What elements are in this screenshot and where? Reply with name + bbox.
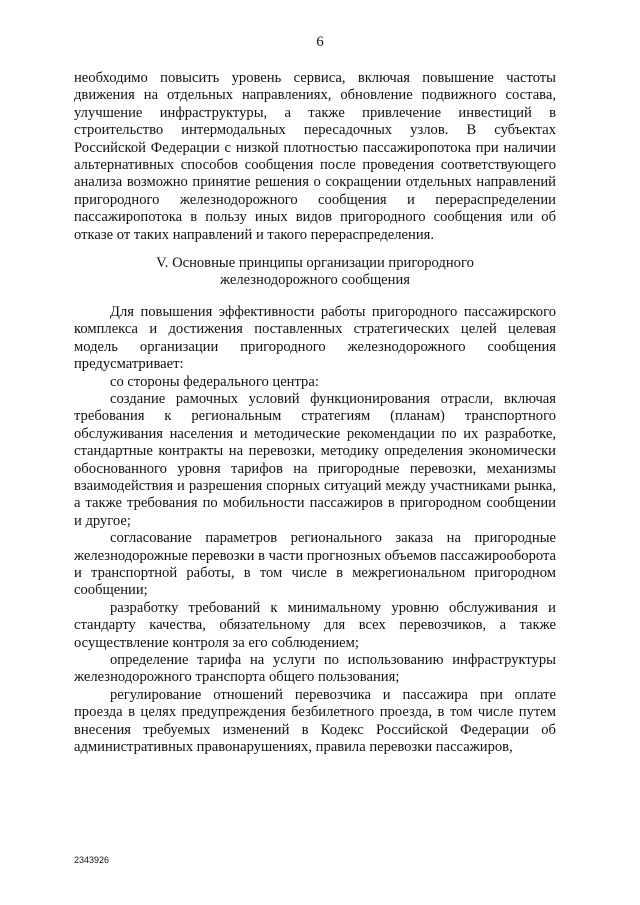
document-id: 2343926	[74, 855, 110, 865]
paragraph-infrastructure-tariff: определение тарифа на услуги по использованию инфраструктуры железнодорожного транспорта общего пользования;	[74, 652, 556, 686]
page-number: 6	[316, 34, 324, 50]
section-heading-line-2: железнодорожного сообщения	[219, 272, 410, 289]
paragraph-passenger-relations: регулирование отношений перевозчика и пассажира при оплате проезда в целях предупреждения безбилетного проезда, в том числе путем внесения требуемых изменений в Кодекс Российской Федерации об административных правонарушениях, правила перевозки пассажиров,	[74, 686, 556, 756]
paragraph-intro: Для повышения эффективности работы пригородного пассажирского комплекса и достижения поставленных стратегических целей целевая модель организации пригородного железнодорожного сообщения предусматривает:	[74, 303, 556, 373]
document-body	[74, 70, 556, 756]
paragraph-federal-center: со стороны федерального центра:	[110, 373, 319, 390]
paragraph-continuation: необходимо повысить уровень сервиса, включая повышение частоты движения на отдельных направлениях, обновление подвижного состава, улучшение инфраструктуры, а также привлечение инвестиций в строительство интермодальных пересадочных узлов. В субъектах Российской Федерации с низкой плотностью пассажиропотока при наличии альтернативных способов сообщения после проведения соответствующего анализа возможно принятие решения о сокращении отдельных направлений пригородного железнодорожного сообщения и перераспределении пассажиропотока в пользу иных видов пригородного сообщения или об отказе от таких направлений и такого перераспределения.	[74, 70, 556, 243]
section-heading-line-1: V. Основные принципы организации пригородного	[156, 255, 474, 272]
section-heading	[74, 255, 556, 290]
paragraph-service-requirements: разработку требований к минимальному уровню обслуживания и стандарту качества, обязательному для всех перевозчиков, а также осуществление контроля за его соблюдением;	[74, 599, 556, 651]
paragraph-framework-conditions: создание рамочных условий функционирования отрасли, включая требования к региональным стратегиям (планам) транспортного обслуживания населения и методические рекомендации по их разработке, стандартные контракты на перевозки, методику определения экономически обоснованного уровня тарифов на пригородные перевозки, механизмы взаимодействия и разрешения спорных ситуаций между участниками рынка, а также требования по мобильности пассажиров в пригородном сообщении и другое;	[74, 390, 556, 529]
paragraph-regional-order: согласование параметров регионального заказа на пригородные железнодорожные перевозки в части прогнозных объемов пассажирооборота и транспортной работы, в том числе в межрегиональном пригородном сообщении;	[74, 530, 556, 599]
